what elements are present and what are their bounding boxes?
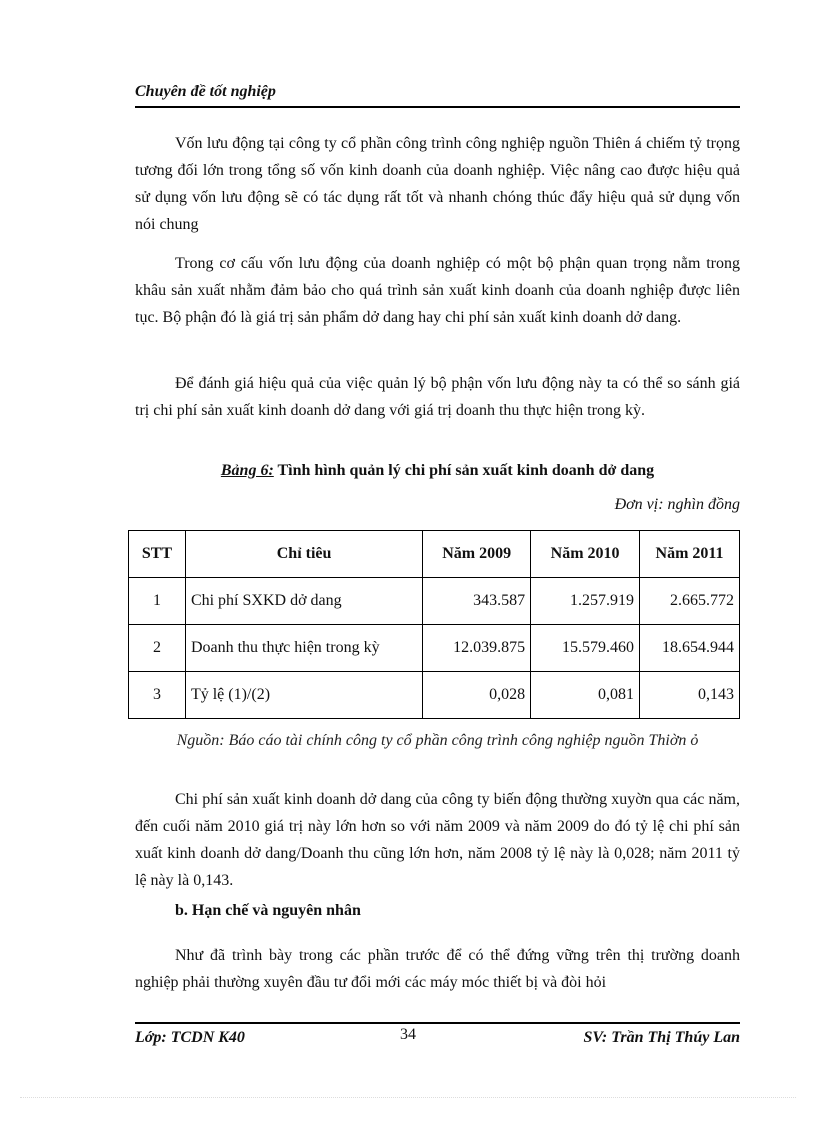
paragraph-2: Trong cơ cấu vốn lưu động của doanh nghiệp có một bộ phận quan trọng nằm trong khâu sản xuất nhằm đảm bảo cho quá trình sản xuất kinh doanh của doanh nghiệp được liên tục. Bộ phận đó là giá trị sản phẩm dở dang hay chi phí sản xuất kinh doanh dở dang. bbox=[135, 255, 740, 326]
cell-value: 12.039.875 bbox=[423, 625, 531, 672]
header-2010: Năm 2010 bbox=[531, 531, 640, 578]
table-caption-label: Bảng 6: bbox=[220, 462, 274, 479]
table-source-note: Nguồn: Báo cáo tài chính công ty cổ phần công trình công nghiệp nguồn Thiờn ỏ bbox=[176, 732, 699, 749]
header-2009: Năm 2009 bbox=[423, 531, 531, 578]
footer-class: Lớp: TCDN K40 bbox=[135, 1029, 245, 1046]
paragraph-4: Chi phí sản xuất kinh doanh dở dang của công ty biến động thường xuyờn qua các năm, đến cuối năm 2010 giá trị này lớn hơn so với năm 2009 và năm 2009 do đó tỷ lệ chi phí sản xuất kinh doanh dở dang/Doanh thu cũng lớn hơn, năm 2008 tỷ lệ này là 0,028; năm 2011 tỷ lệ này là 0,143. bbox=[135, 791, 740, 889]
cost-table bbox=[128, 530, 740, 719]
cell-stt: 2 bbox=[129, 625, 186, 672]
header-stt: STT bbox=[129, 531, 186, 578]
table-unit: Đơn vị: nghìn đồng bbox=[614, 496, 740, 513]
footer-student: SV: Trần Thị Thúy Lan bbox=[583, 1029, 740, 1046]
header-rule bbox=[135, 106, 740, 108]
table-caption-text: Tình hình quản lý chi phí sản xuất kinh doanh dở dang bbox=[273, 462, 655, 479]
paragraph-3: Để đánh giá hiệu quả của việc quản lý bộ phận vốn lưu động này ta có thể so sánh giá trị chi phí sản xuất kinh doanh dở dang với giá trị doanh thu thực hiện trong kỳ. bbox=[135, 375, 740, 419]
cell-indicator: Doanh thu thực hiện trong kỳ bbox=[185, 625, 422, 672]
cell-stt: 3 bbox=[129, 672, 186, 719]
cell-value: 0,081 bbox=[531, 672, 640, 719]
cell-value: 0,028 bbox=[423, 672, 531, 719]
cell-value: 0,143 bbox=[640, 672, 740, 719]
cell-indicator: Chi phí SXKD dở dang bbox=[185, 578, 422, 625]
paragraph-5: Như đã trình bày trong các phần trước để có thể đứng vững trên thị trường doanh nghiệp phải thường xuyên đầu tư đổi mới các máy móc thiết bị và đòi hỏi bbox=[135, 947, 740, 991]
table-caption bbox=[135, 462, 740, 480]
table-header-row bbox=[129, 531, 740, 578]
header-indicator: Chỉ tiêu bbox=[185, 531, 422, 578]
running-header-title: Chuyên đề tốt nghiệp bbox=[135, 83, 276, 100]
cell-stt: 1 bbox=[129, 578, 186, 625]
table-row bbox=[129, 578, 740, 625]
footer-rule bbox=[135, 1022, 740, 1024]
header-2011: Năm 2011 bbox=[640, 531, 740, 578]
table-row bbox=[129, 672, 740, 719]
cell-indicator: Tỷ lệ (1)/(2) bbox=[185, 672, 422, 719]
section-subheading: b. Hạn chế và nguyên nhân bbox=[175, 902, 361, 919]
cell-value: 1.257.919 bbox=[531, 578, 640, 625]
cell-value: 18.654.944 bbox=[640, 625, 740, 672]
cell-value: 343.587 bbox=[423, 578, 531, 625]
page-number: 34 bbox=[400, 1026, 416, 1043]
page-edge-dotted-line bbox=[20, 1097, 796, 1098]
cell-value: 15.579.460 bbox=[531, 625, 640, 672]
cell-value: 2.665.772 bbox=[640, 578, 740, 625]
paragraph-1: Vốn lưu động tại công ty cổ phần công trình công nghiệp nguồn Thiên á chiếm tỷ trọng tương đối lớn trong tổng số vốn kinh doanh của doanh nghiệp. Việc nâng cao được hiệu quả sử dụng vốn lưu động sẽ có tác dụng rất tốt và nhanh chóng thúc đẩy hiệu quả sử dụng vốn nói chung bbox=[135, 135, 740, 233]
table-row bbox=[129, 625, 740, 672]
